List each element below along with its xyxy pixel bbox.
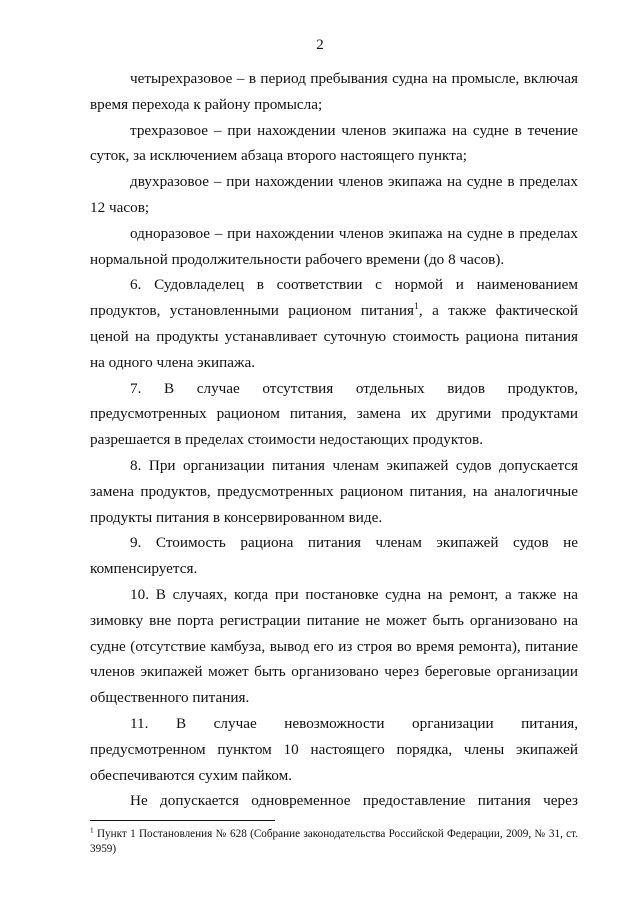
footnote-marker: 1 — [90, 826, 94, 835]
footnote — [90, 827, 578, 856]
footnote-divider — [90, 820, 275, 821]
paragraph-item-6-text-b: , а также фактической ценой на продукты устанавливает суточную стоимость рациона питания на одного члена экипажа. — [90, 302, 578, 371]
paragraph-one-meal: одноразовое – при нахождении членов экипажа на судне в пределах нормальной продолжительности рабочего времени (до 8 часов). — [90, 224, 578, 268]
footnote-text: Пункт 1 Постановления № 628 (Собрание законодательства Российской Федерации, 2009, № 31, ст. 3959) — [90, 828, 578, 855]
paragraph-item-6 — [90, 272, 578, 375]
page-number: 2 — [316, 37, 324, 53]
paragraph-three-meals: трехразовое – при нахождении членов экипажа на судне в течение суток, за исключением абзаца второго настоящего пункта; — [90, 121, 578, 165]
paragraph-item-6-text-a: 6. Судовладелец в соответствии с нормой и наименованием продуктов, установленными рационом питания — [90, 276, 578, 320]
paragraph-continuation: Не допускается одновременное предоставление питания через — [130, 792, 578, 810]
document-body — [90, 66, 578, 814]
paragraph-item-8: 8. При организации питания членам экипажей судов допускается замена продуктов, предусмотренных рационом питания, на аналогичные продукты питания в консервированном виде. — [90, 456, 578, 526]
paragraph-two-meals: двухразовое – при нахождении членов экипажа на судне в пределах 12 часов; — [90, 173, 578, 216]
paragraph-item-11: 11. В случае невозможности организации питания, предусмотренном пунктом 10 настоящего порядка, члены экипажей обеспечиваются сухим пайком. — [90, 714, 578, 784]
paragraph-four-meals: четырехразовое – в период пребывания судна на промысле, включая время перехода к району промысла; — [90, 70, 578, 113]
paragraph-item-7: 7. В случае отсутствия отдельных видов продуктов, предусмотренных рационом питания, замена их другими продуктами разрешается в пределах стоимости недостающих продуктов. — [90, 379, 578, 449]
paragraph-item-10: 10. В случаях, когда при постановке судна на ремонт, а также на зимовку вне порта регистрации питание не может быть организовано на судне (отсутствие камбуза, вывод его из строя во время ремонта), питание членов экипажей может быть организовано через береговые организации общественного питания. — [90, 585, 578, 707]
paragraph-item-9: 9. Стоимость рациона питания членам экипажей судов не компенсируется. — [90, 534, 578, 578]
footnote-reference: 1 — [413, 301, 419, 313]
